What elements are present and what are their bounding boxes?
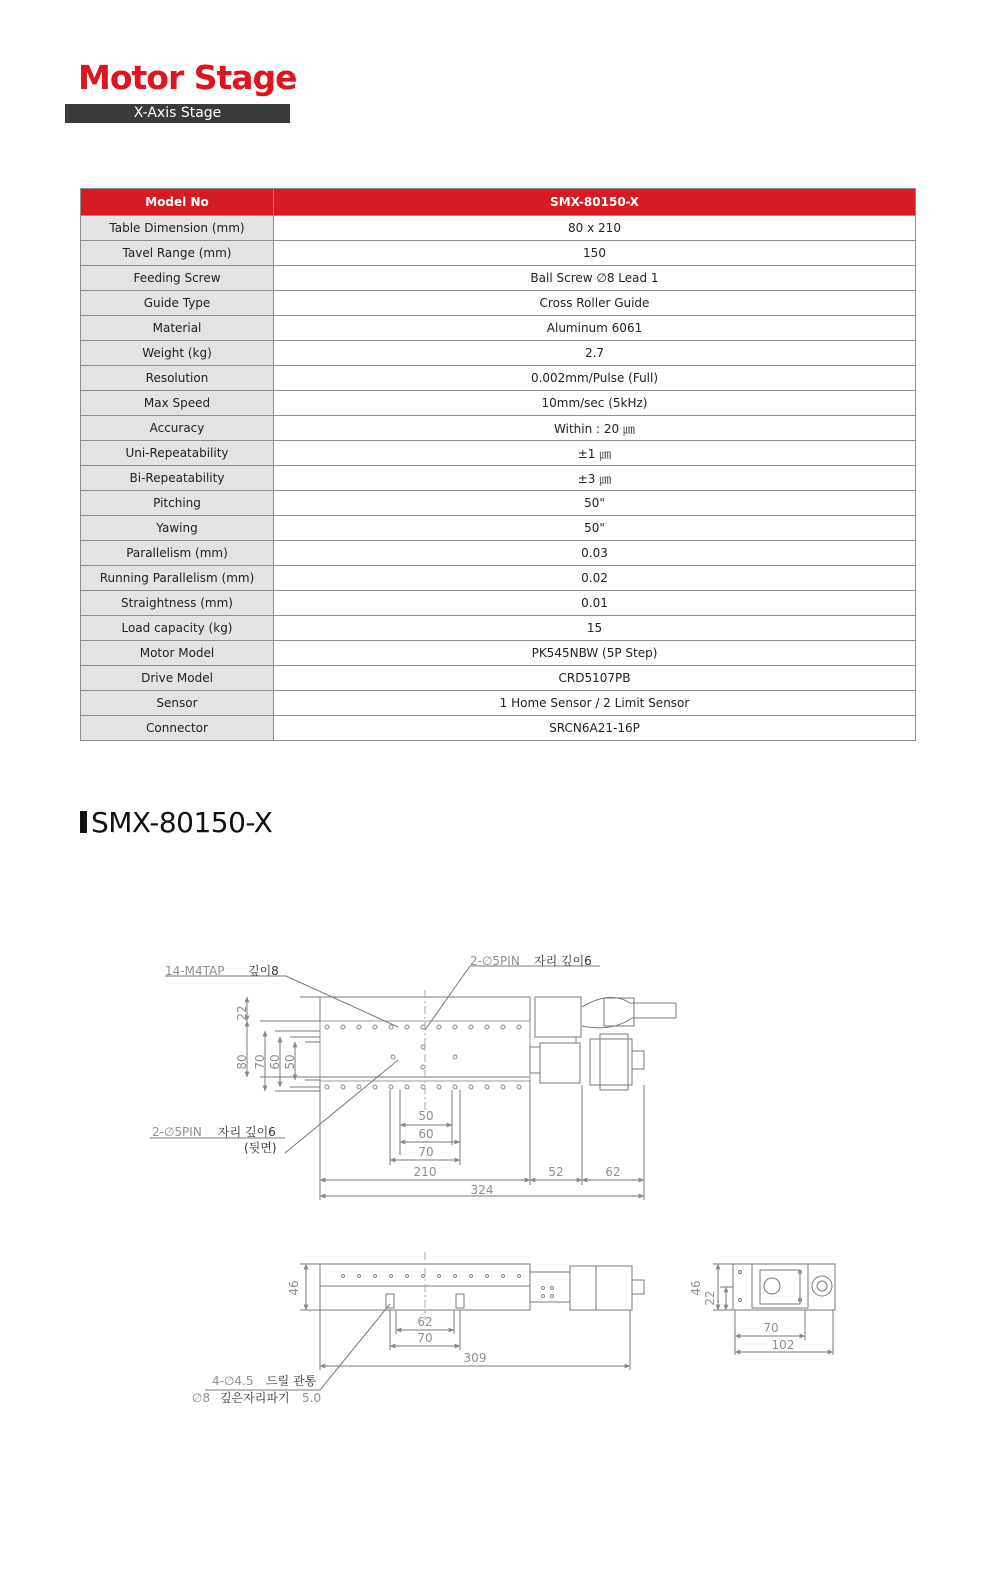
page-title: Motor Stage [78,58,297,97]
page-subtitle: X-Axis Stage [65,104,290,123]
side-dim-62: 62 [417,1315,433,1329]
dim-50-vertical: 50 [283,1054,297,1070]
spec-label: Load capacity (kg) [81,616,274,641]
spec-value: ±1 ㎛ [274,441,916,466]
end-dim-22: 22 [703,1290,717,1306]
spec-label: Accuracy [81,416,274,441]
spec-row [81,691,916,716]
spec-value: 0.02 [274,566,916,591]
spec-row [81,616,916,641]
dim-70: 70 [418,1145,434,1159]
spec-value: 2.7 [274,341,916,366]
technical-drawing [0,900,1000,1420]
spec-label: Drive Model [81,666,274,691]
dim-22: 22 [235,1005,249,1021]
spec-value: CRD5107PB [274,666,916,691]
spec-row [81,541,916,566]
spec-row [81,441,916,466]
spec-row [81,266,916,291]
drawing-title-text: SMX-80150-X [91,806,273,839]
spec-value: 0.01 [274,591,916,616]
motor-body [590,1039,632,1085]
counterbore-note-kr: 깊은자리파기 [220,1391,290,1405]
dim-324: 324 [470,1183,494,1197]
spec-label: Uni-Repeatability [81,441,274,466]
motor-connector-housing [535,997,581,1037]
spec-label: Parallelism (mm) [81,541,274,566]
end-body [733,1264,835,1310]
spec-value: SRCN6A21-16P [274,716,916,741]
end-dim-46: 46 [689,1280,703,1296]
spec-row [81,216,916,241]
end-dim-70: 70 [763,1321,779,1335]
spec-row [81,516,916,541]
spec-row [81,716,916,741]
side-motor [570,1266,632,1310]
spec-value: ±3 ㎛ [274,466,916,491]
spec-value: 0.002mm/Pulse (Full) [274,366,916,391]
motor-block [540,1043,580,1083]
dim-80: 80 [235,1054,249,1070]
dim-210: 210 [413,1165,437,1179]
spec-value: Ball Screw ∅8 Lead 1 [274,266,916,291]
spec-label: Bi-Repeatability [81,466,274,491]
spec-row [81,416,916,441]
spec-row [81,241,916,266]
spec-label: Tavel Range (mm) [81,241,274,266]
spec-value: 50" [274,491,916,516]
spec-label: Material [81,316,274,341]
spec-label: Connector [81,716,274,741]
spec-row [81,366,916,391]
spec-row [81,566,916,591]
dim-60-vertical: 60 [268,1054,282,1070]
drill-note: 4-∅4.5 [212,1374,254,1388]
spec-label: Max Speed [81,391,274,416]
spec-row [81,341,916,366]
counterbore-depth: 5.0 [302,1391,322,1405]
side-dim-46: 46 [287,1280,301,1296]
pin-back-note: 2-∅5PIN [152,1125,202,1139]
spec-table-body [81,216,916,741]
counterbore-note: ∅8 [192,1391,211,1405]
spec-label: Feeding Screw [81,266,274,291]
end-dim-102: 102 [771,1338,795,1352]
spec-value: 10mm/sec (5kHz) [274,391,916,416]
drill-note-kr: 드릴 관통 [266,1374,317,1388]
pin-top-depth-note: 자리 깊이6 [534,954,592,968]
spec-row [81,491,916,516]
spec-table [80,188,916,741]
spec-label: Guide Type [81,291,274,316]
spec-label: Resolution [81,366,274,391]
dim-50: 50 [418,1109,434,1123]
drawing-title [80,806,272,846]
dim-60: 60 [418,1127,434,1141]
spec-header-model: SMX-80150-X [274,189,916,216]
dim-70-vertical: 70 [253,1054,267,1070]
spec-row [81,666,916,691]
spec-table-header [81,189,916,216]
tap-note: 14-M4TAP [165,964,225,978]
tap-holes [325,1025,521,1089]
motor-cable [582,997,676,1027]
pin-back-side-note: (뒷면) [244,1141,277,1155]
spec-row [81,466,916,491]
spec-label: Table Dimension (mm) [81,216,274,241]
spec-row [81,591,916,616]
spec-value: 50" [274,516,916,541]
spec-value: 15 [274,616,916,641]
pin-back-depth-note: 자리 깊이6 [218,1125,276,1139]
side-dim-309: 309 [463,1351,487,1365]
spec-value: 80 x 210 [274,216,916,241]
spec-label: Weight (kg) [81,341,274,366]
side-dim-70: 70 [417,1331,433,1345]
spec-value: PK545NBW (5P Step) [274,641,916,666]
dim-62: 62 [605,1165,621,1179]
spec-row [81,291,916,316]
dim-52: 52 [548,1165,564,1179]
spec-value: 0.03 [274,541,916,566]
spec-label: Running Parallelism (mm) [81,566,274,591]
spec-header-label: Model No [81,189,274,216]
spec-label: Pitching [81,491,274,516]
spec-row [81,641,916,666]
spec-row [81,316,916,341]
spec-value: Cross Roller Guide [274,291,916,316]
spec-value: 1 Home Sensor / 2 Limit Sensor [274,691,916,716]
spec-label: Motor Model [81,641,274,666]
pin-top-note: 2-∅5PIN [470,954,520,968]
spec-label: Yawing [81,516,274,541]
spec-label: Straightness (mm) [81,591,274,616]
spec-value: Within : 20 ㎛ [274,416,916,441]
section-bar [80,811,87,833]
spec-value: 150 [274,241,916,266]
tap-depth-note: 깊이8 [248,964,279,978]
spec-label: Sensor [81,691,274,716]
spec-row [81,391,916,416]
spec-value: Aluminum 6061 [274,316,916,341]
